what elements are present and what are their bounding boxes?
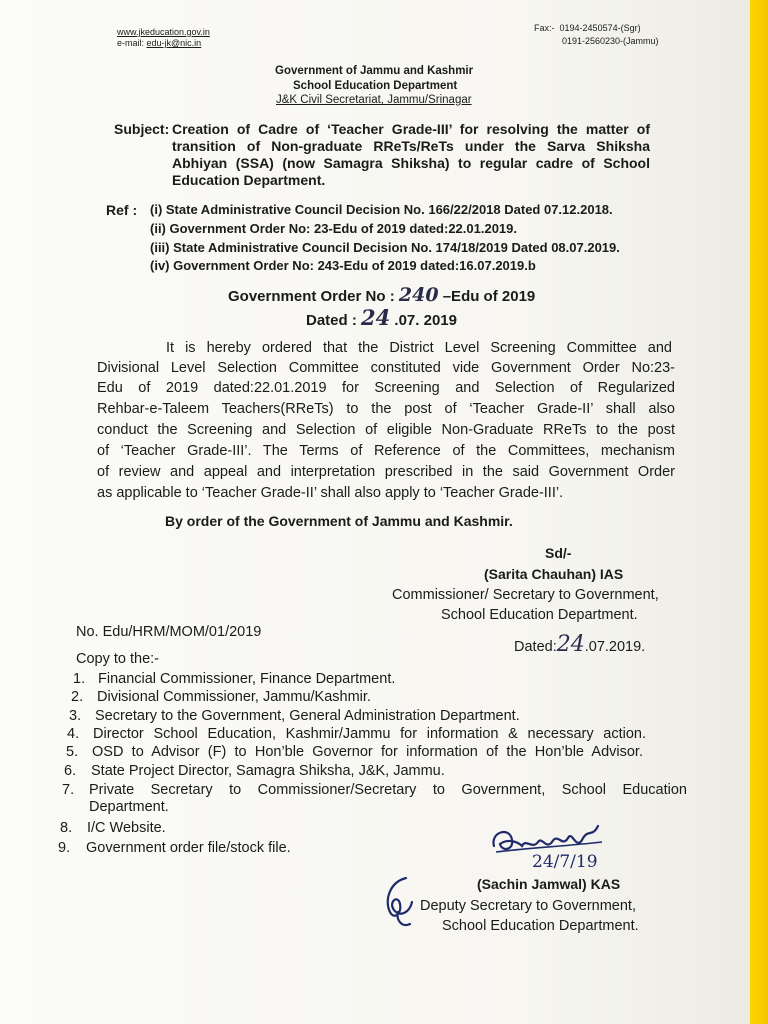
- signatory1-name: (Sarita Chauhan) IAS: [484, 566, 624, 582]
- order-number: Government Order No : 240 –Edu of 2019: [228, 284, 536, 306]
- signature-date: 24/7/19: [532, 852, 598, 872]
- copy-item-number: 6.: [64, 763, 77, 779]
- copy-item-text: Private Secretary to Commissioner/Secretary to Government, School Education: [89, 782, 687, 798]
- body-line-7: of review and appeal and interpretation prescribed in the said Government Order: [97, 464, 675, 480]
- copy-item-number: 9.: [58, 840, 71, 856]
- body-line-3: Edu of 2019 dated:22.01.2019 for Screening and Selection of Regularized: [97, 380, 675, 396]
- copy-item-number: 7.: [62, 782, 75, 798]
- copy-item-text: State Project Director, Samagra Shiksha, J&K, Jammu.: [91, 763, 445, 779]
- body-line-2: Divisional Level Selection Committee constituted vide Government Order No:23-: [97, 360, 675, 376]
- website-link[interactable]: www.jkeducation.gov.in: [117, 27, 210, 37]
- body-line-4: Rehbar-e-Taleem Teachers(RReTs) to the post of ‘Teacher Grade-II’ shall also: [97, 401, 675, 417]
- copy-item-text: Director School Education, Kashmir/Jammu for information & necessary action.: [93, 726, 646, 742]
- signatory2-title1: Deputy Secretary to Government,: [420, 898, 636, 914]
- body-line-6: of ‘Teacher Grade-III’. The Terms of Reference of the Committees, mechanism: [97, 443, 675, 459]
- subject-line-4: Education Department.: [172, 172, 326, 188]
- reference-number: No. Edu/HRM/MOM/01/2019: [76, 624, 262, 640]
- subject-label: Subject:: [114, 121, 170, 137]
- order-number-handwritten: 240: [398, 284, 439, 306]
- copy-item-text: Financial Commissioner, Finance Department.: [98, 671, 396, 687]
- secretariat-title: J&K Civil Secretariat, Jammu/Srinagar: [276, 94, 472, 106]
- body-line-8: as applicable to ‘Teacher Grade-II’ shall also apply to ‘Teacher Grade-III’.: [97, 485, 564, 501]
- copy-heading: Copy to the:-: [76, 651, 160, 667]
- copy-item-text: Government order file/stock file.: [86, 840, 291, 856]
- email-link[interactable]: edu-jk@nic.in: [146, 38, 202, 48]
- copy-item-text: OSD to Advisor (F) to Hon’ble Governor for information of the Hon’ble Advisor.: [92, 744, 643, 760]
- subject-line-2: transition of Non-graduate RReTs/ReTs under the Sarva Shiksha: [172, 138, 650, 154]
- ref-item-3: (iii) State Administrative Council Decision No. 174/18/2019 Dated 08.07.2019.: [150, 240, 620, 255]
- email-line: e-mail: edu-jk@nic.in: [117, 38, 202, 48]
- copy-item-number: 5.: [66, 744, 79, 760]
- background-edge: [750, 0, 768, 1024]
- by-order-line: By order of the Government of Jammu and Kashmir.: [165, 513, 513, 529]
- signatory2-name: (Sachin Jamwal) KAS: [477, 876, 621, 892]
- sd-mark: Sd/-: [545, 545, 572, 561]
- copy-item-text: Divisional Commissioner, Jammu/Kashmir.: [97, 689, 371, 705]
- copy-item-number: 4.: [67, 726, 80, 742]
- copy-item-text: I/C Website.: [87, 820, 166, 836]
- ref-item-2: (ii) Government Order No: 23-Edu of 2019 dated:22.01.2019.: [150, 221, 518, 236]
- body-line-5: conduct the Screening and Selection of eligible Non-Graduate RReTs to the post: [97, 422, 675, 438]
- subject-line-1: Creation of Cadre of ‘Teacher Grade-III’ for resolving the matter of: [172, 121, 650, 137]
- subject-line-3: Abhiyan (SSA) (now Samagra Shiksha) to regular cadre of School: [172, 155, 650, 171]
- copy-item-number: 2.: [71, 689, 84, 705]
- copy-date: Dated:24.07.2019.: [514, 632, 646, 657]
- order-day-handwritten: 24: [361, 305, 391, 330]
- copy-item-number: 8.: [60, 820, 73, 836]
- order-date: Dated : 24 .07. 2019: [306, 305, 457, 330]
- fax-line: Fax:- 0194-2450574-(Sgr): [534, 23, 641, 33]
- ref-label: Ref :: [106, 202, 138, 218]
- department-title: School Education Department: [293, 80, 458, 92]
- ref-item-4: (iv) Government Order No: 243-Edu of 2019 dated:16.07.2019.b: [150, 258, 536, 273]
- copy-item-number: 3.: [69, 708, 82, 724]
- ref-item-1: (i) State Administrative Council Decision No. 166/22/2018 Dated 07.12.2018.: [150, 202, 613, 217]
- copy-item-text: Department.: [89, 799, 169, 815]
- signatory2-title2: School Education Department.: [442, 918, 639, 934]
- government-title: Government of Jammu and Kashmir: [275, 65, 474, 77]
- fax-jammu: 0191-2560230-(Jammu): [562, 36, 659, 46]
- signatory1-title2: School Education Department.: [441, 607, 638, 623]
- copy-item-text: Secretary to the Government, General Administration Department.: [95, 708, 520, 724]
- copy-item-number: 1.: [73, 671, 86, 687]
- body-line-1: It is hereby ordered that the District Level Screening Committee and: [166, 340, 672, 356]
- signatory1-title1: Commissioner/ Secretary to Government,: [392, 587, 659, 603]
- initials-mark: [380, 872, 420, 932]
- copy-day-handwritten: 24: [556, 632, 585, 657]
